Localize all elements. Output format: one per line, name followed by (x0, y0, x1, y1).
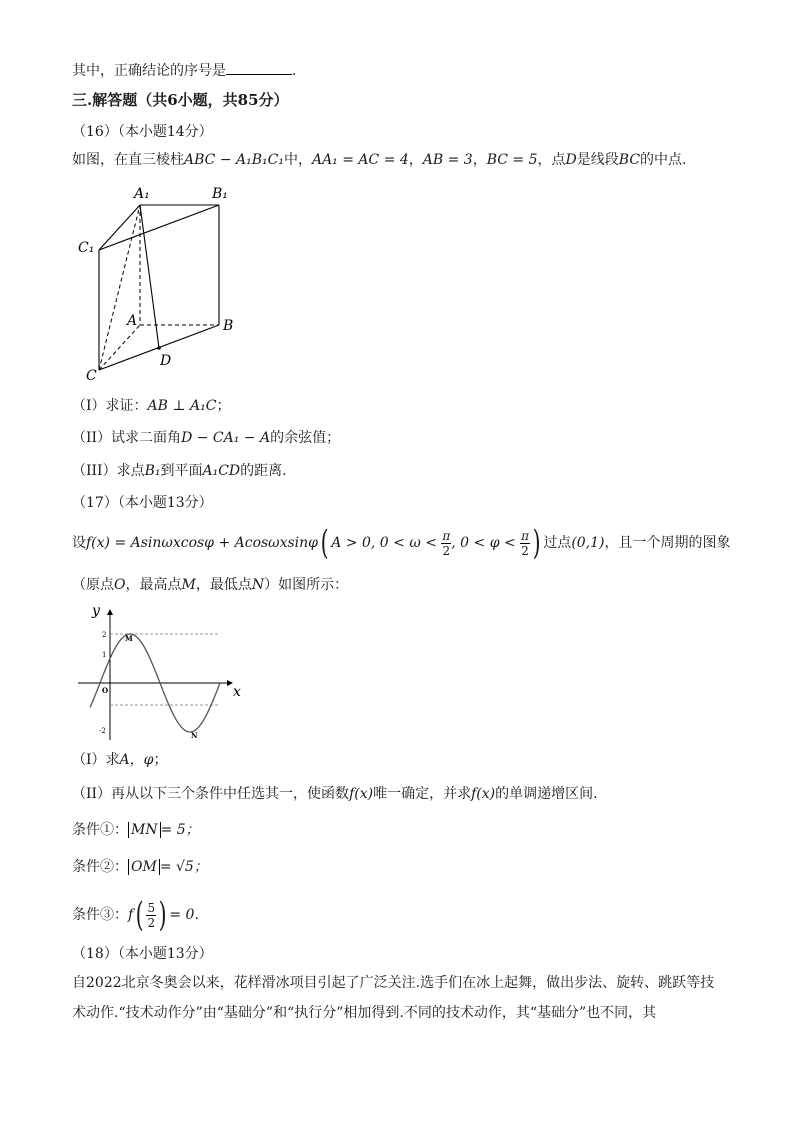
edge-ca1 (99, 205, 140, 370)
prism-figure (72, 180, 252, 390)
q16-part1-math: AB ⊥ A₁C (147, 398, 217, 414)
cond2-label: 条件②： (72, 859, 128, 875)
label-c: C (86, 368, 97, 384)
point-d-dot (157, 346, 161, 350)
q17-cond3 (72, 895, 199, 935)
edge-c1a1 (99, 205, 140, 250)
cond3-frac (146, 901, 156, 930)
q17-header: （17）（本小题13分） (72, 495, 213, 511)
q17-stem-pre: 设 (72, 535, 86, 551)
q16-part2-end: 的余弦值； (270, 430, 341, 446)
cond3-rest: = 0. (169, 907, 199, 923)
q17-m: M (181, 577, 196, 593)
sine-graph (72, 600, 262, 745)
q16-header: （16）（本小题14分） (72, 124, 213, 140)
q16-stem-mid: 中， (283, 152, 312, 168)
cond3-paren-left: ( (135, 895, 144, 935)
label-b1: B₁ (212, 186, 228, 202)
cond1-abs: MN (128, 822, 161, 838)
q16-cond3: BC = 5 (486, 152, 538, 168)
q17-part2-fx: f(x) (349, 786, 374, 802)
q16-stem-pre: 如图，在直三棱柱 (72, 152, 184, 168)
q16-tail-pre: ，点 (537, 152, 566, 168)
edge-a1d (140, 205, 159, 348)
tick-1: 1 (102, 651, 107, 659)
q16-part3-pre: （III）求点 (72, 463, 145, 479)
q18-header: （18）（本小题13分） (72, 946, 213, 962)
cond1-rest: = 5； (160, 822, 200, 838)
q16-part1 (72, 396, 230, 416)
q16-cond2: AB = 3 (422, 152, 473, 168)
cond3-paren-right: ) (158, 895, 167, 935)
cond2-abs: OM (128, 859, 160, 875)
q17-point: (0,1) (571, 535, 605, 551)
q17-stem (72, 523, 731, 563)
q16-part2-math: D − CA₁ − A (181, 430, 271, 446)
q17-part2-pre: （II）再从以下三个条件中任选其一，使函数 (72, 786, 350, 802)
q16-part2-pre: （II）试求二面角 (72, 430, 182, 446)
q17-l2-a: （原点 (72, 577, 114, 593)
q16-cond1: AA₁ = AC = 4 (311, 152, 409, 168)
frac-den-b: 2 (521, 543, 529, 558)
q17-tail: ，且一个周期的图象 (604, 535, 731, 551)
cond3-label: 条件③： (72, 907, 128, 923)
paren-left: ( (320, 523, 329, 563)
label-c1: C₁ (78, 240, 95, 256)
q16-prism: ABC − A₁B₁C₁ (184, 152, 284, 168)
y-label: y (92, 603, 100, 619)
tick-2: 2 (102, 631, 107, 639)
q16-part3-plane: A₁CD (202, 463, 241, 479)
q17-o: O (114, 577, 126, 593)
q17-part2 (72, 784, 598, 804)
q16-point-d: D (565, 152, 577, 168)
q17-part1 (72, 750, 167, 770)
label-a1: A₁ (134, 186, 150, 202)
q17-part2-mid: 唯一确定，并求 (373, 786, 472, 802)
section-title: 三.解答题（共6小题，共85分） (72, 91, 289, 109)
label-a: A (127, 313, 138, 329)
intro-line (72, 60, 296, 81)
x-label: x (233, 684, 241, 700)
m-label: M (125, 634, 133, 643)
q17-l2-d: ）如图所示： (264, 577, 349, 593)
q16-part3 (72, 461, 287, 481)
answer-blank[interactable] (226, 60, 292, 75)
q17-l2-c: ，最低点 (195, 577, 252, 593)
edge-c1b1 (99, 205, 219, 250)
q16-stem: 如图，在直三棱柱ABC − A₁B₁C₁中，AA₁ = AC = 4，AB = 3，BC = 5，点D是线段BC的中点. (72, 152, 687, 168)
tick-minus-2: -2 (99, 727, 106, 735)
q16-part3-end: 的距离. (240, 463, 287, 479)
intro-end: . (292, 63, 297, 79)
q16-tail: 是线段 (576, 152, 619, 168)
q17-cond-b: , 0 < φ < (451, 535, 516, 551)
cond3-f: f (128, 907, 134, 923)
origin-label: O (102, 686, 109, 695)
q17-n: N (251, 577, 265, 593)
edge-ca (99, 325, 140, 370)
frac-pi-2-b (520, 529, 530, 558)
q16-part3-point: B₁ (144, 463, 161, 479)
frac-pi-2-a (441, 529, 451, 558)
label-b: B (223, 318, 234, 334)
q17-cond2 (72, 857, 208, 877)
q16-seg: BC (618, 152, 641, 168)
cond3-num: 5 (147, 900, 156, 915)
q16-end: 的中点. (640, 152, 687, 168)
q17-part1-pre: （I）求 (72, 752, 120, 768)
q16-part1-end: ； (216, 398, 231, 414)
label-d: D (160, 353, 172, 369)
frac-den-a: 2 (442, 543, 451, 558)
q17-part2-end: 的单调递增区间. (495, 786, 598, 802)
cond2-rest: = √5； (159, 859, 208, 875)
cond3-den: 2 (147, 915, 156, 930)
cond1-label: 条件①： (72, 822, 128, 838)
n-label: N (191, 731, 198, 740)
q18-paragraph: 自2022北京冬奥会以来，花样滑冰项目引起了广泛关注.选手们在冰上起舞，做出步法、旋转、跳跃等技术动作.“技术动作分”由“基础分”和“执行分”相加得到.不同的技术动作，其“基础分”也不同，其 (72, 975, 715, 1021)
q16-part1-pre: （I）求证： (72, 398, 148, 414)
paren-right: ) (532, 523, 541, 563)
q17-part1-end: ； (153, 752, 168, 768)
frac-num-b: π (521, 528, 530, 543)
q17-pass: 过点 (543, 535, 572, 551)
q16-part3-mid: 到平面 (160, 463, 203, 479)
intro-text: 其中，正确结论的序号是 (72, 63, 226, 79)
q17-fx: f(x) = Asinωxcosφ + Acosωxsinφ (86, 535, 318, 551)
frac-num-a: π (442, 528, 451, 543)
q17-cond1 (72, 820, 200, 840)
q17-part2-fx2: f(x) (471, 786, 496, 802)
q17-cond-a: A > 0, 0 < ω < (331, 535, 437, 551)
q17-l2-b: ，最高点 (125, 577, 182, 593)
q16-part2 (72, 428, 340, 448)
q17-part1-math: A，φ (119, 752, 154, 768)
q17-stem-line2 (72, 575, 348, 595)
